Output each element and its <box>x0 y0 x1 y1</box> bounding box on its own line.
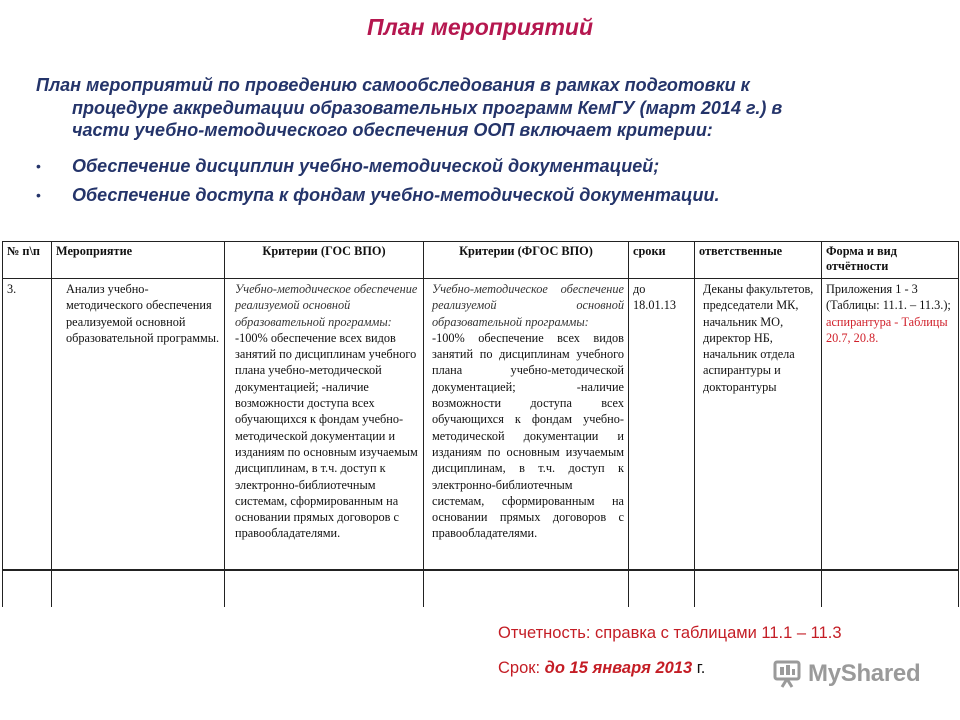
intro-line-3: части учебно-методического обеспечения ООП включает критерии: <box>72 120 713 140</box>
watermark-text: MyShared <box>808 660 921 687</box>
report-note: Отчетность: справка с таблицами 11.1 – 11.3 <box>498 624 842 642</box>
bullet-icon: • <box>36 187 41 203</box>
deadline-suffix: г. <box>696 659 706 677</box>
cell-fgos <box>424 279 629 608</box>
cell-responsible: Деканы факультетов, председатели МК, начальник МО, директор НБ, начальник отдела аспирантуры и докторантуры <box>695 279 822 608</box>
table-bottom-border <box>2 569 958 571</box>
header-gos: Критерии (ГОС ВПО) <box>225 242 424 279</box>
gos-criteria-body: -100% обеспечение всех видов занятий по дисциплинам учебного плана учебно-методической документацией; -наличие возможности доступа всех обучающихся к фондам учебно-методической документации и изданиям по основным изучаемым дисциплинам, в т.ч. доступ к электронно-библиотечным системам, сформированным на основании прямых договоров с правообладателями. <box>235 330 418 541</box>
intro-text <box>36 74 916 142</box>
criteria-item-text: Обеспечение доступа к фондам учебно-методической документации. <box>72 185 720 205</box>
cell-dates: до 18.01.13 <box>629 279 695 608</box>
criteria-item <box>36 183 916 212</box>
bullet-icon: • <box>36 158 41 174</box>
table-header-row <box>3 242 959 279</box>
header-responsible: ответственные <box>695 242 822 279</box>
header-event: Мероприятие <box>52 242 225 279</box>
cell-event: Анализ учебно-методического обеспечения реализуемой основной образовательной программы. <box>52 279 225 608</box>
fgos-criteria-body: -100% обеспечение всех видов занятий по дисциплинам учебного плана учебно-методической документацией; -наличие возможности доступа всех обучающихся к фондам учебно-методической документации и изданиям по основным изучаемым дисциплинам, в т.ч. доступ к электронно-библиотечным системам, сформированным на основании прямых договоров с правообладателями. <box>432 330 624 541</box>
deadline-note <box>498 659 705 678</box>
criteria-list <box>36 154 916 212</box>
header-num: № п\п <box>3 242 52 279</box>
header-dates: сроки <box>629 242 695 279</box>
intro-line-1: План мероприятий по проведению самообследования в рамках подготовки к <box>36 75 750 95</box>
header-fgos: Критерии (ФГОС ВПО) <box>424 242 629 279</box>
form-text: Приложения 1 - 3 (Таблицы: 11.1. – 11.3.); <box>826 282 951 313</box>
criteria-item <box>36 154 916 183</box>
cell-form <box>822 279 959 608</box>
gos-criteria-title: Учебно-методическое обеспечение реализуемой основной образовательной программы: <box>235 282 418 329</box>
cell-gos <box>225 279 424 608</box>
watermark <box>772 658 920 690</box>
deadline-label: Срок: <box>498 659 541 677</box>
fgos-criteria-title: Учебно-методическое обеспечение реализуемой основной образовательной программы: <box>432 282 624 329</box>
deadline-value: до 15 января 2013 <box>544 659 693 677</box>
header-form: Форма и вид отчётности <box>822 242 959 279</box>
intro-line-2: процедуре аккредитации образовательных программ КемГУ (март 2014 г.) в <box>72 97 783 118</box>
events-table <box>2 241 959 607</box>
criteria-item-text: Обеспечение дисциплин учебно-методической документацией; <box>72 156 660 176</box>
slide-title: План мероприятий <box>366 14 594 40</box>
cell-num: 3. <box>3 279 52 608</box>
form-postgrad-text: аспирантура - Таблицы 20.7, 20.8. <box>826 314 948 345</box>
presentation-icon <box>772 659 802 689</box>
table-row <box>3 279 959 608</box>
